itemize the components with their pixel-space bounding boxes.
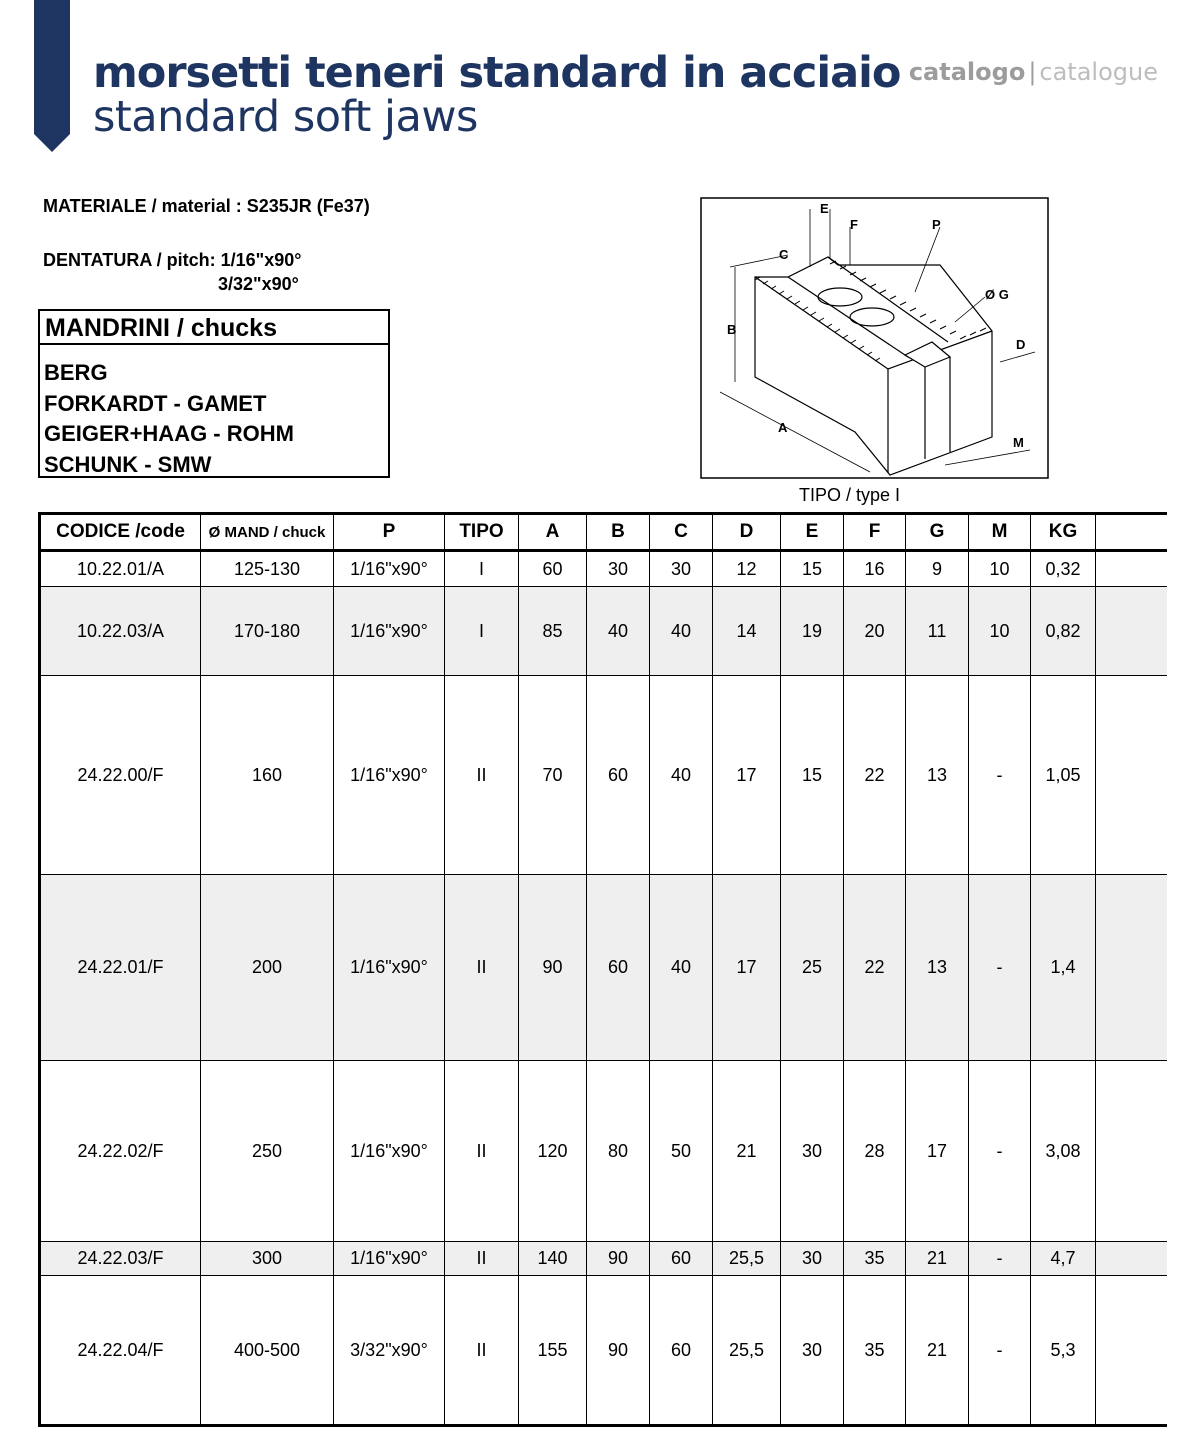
cell-f: 20: [844, 587, 906, 676]
chuck-item: BERG: [44, 360, 108, 385]
material-spec: MATERIALE / material : S235JR (Fe37): [43, 196, 370, 216]
cell-c: 60: [650, 1242, 713, 1276]
cell-blank: [1096, 587, 1167, 676]
cell-kg: 5,3: [1031, 1276, 1096, 1426]
bookmark-ribbon: [34, 0, 70, 152]
catalogue-label: [909, 60, 1158, 84]
cell-p: 1/16"x90°: [334, 875, 445, 1061]
dim-label-a: A: [778, 420, 788, 435]
cell-blank: [1096, 875, 1167, 1061]
cell-c: 40: [650, 587, 713, 676]
cell-m: -: [969, 1276, 1031, 1426]
cell-d: 14: [713, 587, 781, 676]
col-header-m: M: [969, 514, 1031, 551]
product-table-wrapper: [38, 512, 1165, 1427]
cell-g: 21: [906, 1242, 969, 1276]
cell-code: 24.22.02/F: [40, 1061, 201, 1242]
cell-kg: 1,4: [1031, 875, 1096, 1061]
cell-d: 17: [713, 875, 781, 1061]
cell-e: 15: [781, 551, 844, 587]
cell-a: 155: [519, 1276, 587, 1426]
cell-blank: [1096, 1276, 1167, 1426]
chucks-box: [38, 309, 390, 478]
cell-c: 40: [650, 875, 713, 1061]
cell-blank: [1096, 1061, 1167, 1242]
cell-c: 50: [650, 1061, 713, 1242]
col-header-code: CODICE /code: [40, 514, 201, 551]
cell-c: 40: [650, 676, 713, 875]
chuck-item: FORKARDT - GAMET: [44, 390, 267, 416]
col-header-a: A: [519, 514, 587, 551]
cell-chuck: 200: [201, 875, 334, 1061]
dim-label-f: F: [850, 217, 858, 232]
cell-a: 140: [519, 1242, 587, 1276]
table-header-row: [40, 514, 1167, 551]
cell-d: 25,5: [713, 1276, 781, 1426]
cell-m: 10: [969, 551, 1031, 587]
cell-b: 60: [587, 875, 650, 1061]
cell-d: 25,5: [713, 1242, 781, 1276]
cell-f: 28: [844, 1061, 906, 1242]
col-header-e: E: [781, 514, 844, 551]
cell-m: -: [969, 1061, 1031, 1242]
cell-e: 15: [781, 676, 844, 875]
cell-g: 21: [906, 1276, 969, 1426]
cell-b: 90: [587, 1276, 650, 1426]
cell-m: -: [969, 1242, 1031, 1276]
chuck-item: GEIGER+HAAG - ROHM: [44, 421, 294, 447]
cell-kg: 0,32: [1031, 551, 1096, 587]
cell-p: 3/32"x90°: [334, 1276, 445, 1426]
cell-code: 24.22.04/F: [40, 1276, 201, 1426]
col-header-tipo: TIPO: [445, 514, 519, 551]
cell-p: 1/16"x90°: [334, 587, 445, 676]
cell-p: 1/16"x90°: [334, 1242, 445, 1276]
col-header-d: D: [713, 514, 781, 551]
dim-label-p: P: [932, 217, 941, 232]
cell-f: 35: [844, 1242, 906, 1276]
cell-e: 19: [781, 587, 844, 676]
cell-code: 24.22.00/F: [40, 676, 201, 875]
cell-chuck: 125-130: [201, 551, 334, 587]
cell-code: 10.22.01/A: [40, 551, 201, 587]
cell-d: 12: [713, 551, 781, 587]
table-row: [40, 551, 1167, 587]
product-table: [38, 512, 1167, 1427]
cell-kg: 3,08: [1031, 1061, 1096, 1242]
cell-tipo: I: [445, 587, 519, 676]
diagram-caption: TIPO / type I: [799, 485, 901, 505]
col-header-c: C: [650, 514, 713, 551]
cell-g: 13: [906, 676, 969, 875]
cell-tipo: II: [445, 875, 519, 1061]
chucks-header: MANDRINI / chucks: [40, 311, 388, 345]
cell-tipo: II: [445, 1276, 519, 1426]
cell-kg: 4,7: [1031, 1242, 1096, 1276]
dim-label-b: B: [727, 322, 737, 337]
cell-d: 21: [713, 1061, 781, 1242]
col-header-f: F: [844, 514, 906, 551]
cell-b: 90: [587, 1242, 650, 1276]
catalog-english: catalogue: [1039, 58, 1158, 86]
cell-d: 17: [713, 676, 781, 875]
col-header-b: B: [587, 514, 650, 551]
table-row: [40, 1242, 1167, 1276]
page-title-italian: morsetti teneri standard in acciaio: [93, 48, 901, 98]
cell-c: 60: [650, 1276, 713, 1426]
cell-chuck: 250: [201, 1061, 334, 1242]
col-header-kg: KG: [1031, 514, 1096, 551]
cell-code: 10.22.03/A: [40, 587, 201, 676]
table-row: [40, 1061, 1167, 1242]
cell-m: -: [969, 875, 1031, 1061]
soft-jaw-diagram: [700, 197, 1049, 479]
cell-a: 120: [519, 1061, 587, 1242]
cell-chuck: 300: [201, 1242, 334, 1276]
col-header-blank: [1096, 514, 1167, 551]
cell-f: 35: [844, 1276, 906, 1426]
cell-c: 30: [650, 551, 713, 587]
cell-tipo: II: [445, 1061, 519, 1242]
cell-e: 30: [781, 1061, 844, 1242]
pitch-spec-second: 3/32"x90°: [218, 274, 299, 294]
cell-blank: [1096, 1242, 1167, 1276]
cell-code: 24.22.01/F: [40, 875, 201, 1061]
cell-blank: [1096, 676, 1167, 875]
chuck-item: SCHUNK - SMW: [44, 451, 212, 477]
cell-tipo: II: [445, 1242, 519, 1276]
cell-f: 22: [844, 875, 906, 1061]
cell-a: 70: [519, 676, 587, 875]
cell-kg: 0,82: [1031, 587, 1096, 676]
cell-chuck: 170-180: [201, 587, 334, 676]
cell-a: 85: [519, 587, 587, 676]
cell-g: 17: [906, 1061, 969, 1242]
col-header-chuck: Ø MAND / chuck: [201, 514, 334, 551]
cell-tipo: I: [445, 551, 519, 587]
col-header-p: P: [334, 514, 445, 551]
catalog-italian: catalogo: [908, 58, 1026, 86]
cell-chuck: 160: [201, 676, 334, 875]
cell-f: 16: [844, 551, 906, 587]
cell-a: 90: [519, 875, 587, 1061]
cell-code: 24.22.03/F: [40, 1242, 201, 1276]
cell-b: 30: [587, 551, 650, 587]
cell-a: 60: [519, 551, 587, 587]
table-row: [40, 1276, 1167, 1426]
cell-e: 30: [781, 1276, 844, 1426]
cell-m: 10: [969, 587, 1031, 676]
dim-label-e: E: [820, 201, 829, 216]
cell-g: 11: [906, 587, 969, 676]
cell-b: 60: [587, 676, 650, 875]
cell-f: 22: [844, 676, 906, 875]
cell-p: 1/16"x90°: [334, 676, 445, 875]
table-row: [40, 587, 1167, 676]
dim-label-c: C: [779, 247, 789, 262]
dim-label-g: Ø G: [985, 287, 1009, 302]
pitch-spec: DENTATURA / pitch: 1/16"x90°: [43, 250, 302, 270]
table-row: [40, 875, 1167, 1061]
cell-kg: 1,05: [1031, 676, 1096, 875]
dim-label-d: D: [1016, 337, 1026, 352]
cell-e: 30: [781, 1242, 844, 1276]
catalog-separator: |: [1028, 58, 1037, 86]
dim-label-m: M: [1013, 435, 1024, 450]
page-title-english: standard soft jaws: [93, 92, 478, 142]
cell-b: 80: [587, 1061, 650, 1242]
cell-p: 1/16"x90°: [334, 551, 445, 587]
cell-p: 1/16"x90°: [334, 1061, 445, 1242]
cell-e: 25: [781, 875, 844, 1061]
cell-tipo: II: [445, 676, 519, 875]
chucks-list: [40, 345, 388, 480]
cell-m: -: [969, 676, 1031, 875]
cell-g: 9: [906, 551, 969, 587]
table-row: [40, 676, 1167, 875]
cell-blank: [1096, 551, 1167, 587]
col-header-g: G: [906, 514, 969, 551]
cell-chuck: 400-500: [201, 1276, 334, 1426]
cell-g: 13: [906, 875, 969, 1061]
cell-b: 40: [587, 587, 650, 676]
